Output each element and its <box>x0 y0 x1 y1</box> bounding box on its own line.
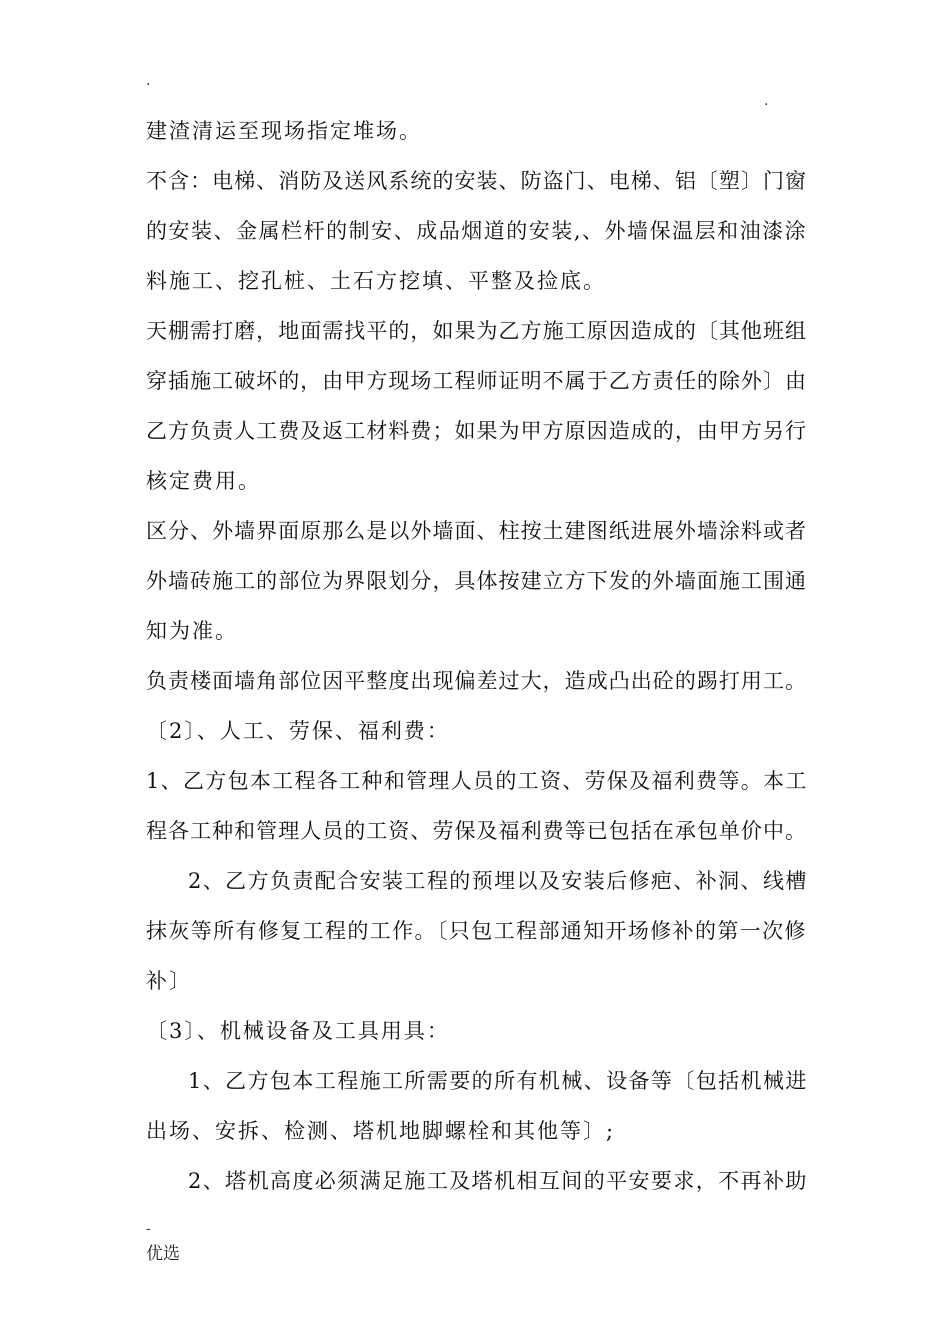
body-line: 负责楼面墙角部位因平整度出现偏差过大，造成凸出砼的踢打用工。 <box>146 669 808 693</box>
body-line: 的安装、金属栏杆的制安、成品烟道的安装,、外墙保温层和油漆涂 <box>146 219 808 243</box>
body-line: 天棚需打磨，地面需找平的，如果为乙方施工原因造成的〔其他班组 <box>146 319 808 343</box>
body-line: 乙方负责人工费及返工材料费；如果为甲方原因造成的，由甲方另行 <box>146 419 808 443</box>
body-line: 程各工种和管理人员的工资、劳保及福利费等已包括在承包单价中。 <box>146 819 808 843</box>
body-line: 建渣清运至现场指定堆场。 <box>146 119 422 143</box>
body-line: 补〕 <box>146 969 192 993</box>
body-line: 穿插施工破坏的，由甲方现场工程师证明不属于乙方责任的除外〕由 <box>146 369 808 393</box>
body-line: 2、乙方负责配合安装工程的预埋以及安装后修疤、补洞、线槽 <box>188 869 808 893</box>
body-line: 1、乙方包本工程施工所需要的所有机械、设备等〔包括机械进 <box>188 1069 808 1093</box>
header-mark-left: . <box>146 73 151 89</box>
body-line: 知为准。 <box>146 619 238 643</box>
body-line: 出场、安拆、检测、塔机地脚螺栓和其他等〕; <box>146 1119 616 1143</box>
body-line: 2、塔机高度必须满足施工及塔机相互间的平安要求，不再补助 <box>188 1169 808 1193</box>
body-line: 外墙砖施工的部位为界限划分，具体按建立方下发的外墙面施工围通 <box>146 569 808 593</box>
header-mark-right: . <box>764 93 769 109</box>
footer-dash: - <box>146 1221 151 1237</box>
body-line: 核定费用。 <box>146 469 261 493</box>
body-line: 1、乙方包本工程各工种和管理人员的工资、劳保及福利费等。本工 <box>146 769 808 793</box>
body-line: 不含：电梯、消防及送风系统的安装、防盗门、电梯、铝〔塑〕门窗 <box>146 169 808 193</box>
section-heading: 〔2〕、人工、劳保、福利费： <box>146 719 450 743</box>
body-line: 区分、外墙界面原那么是以外墙面、柱按土建图纸进展外墙涂料或者 <box>146 519 808 543</box>
body-line: 料施工、挖孔桩、土石方挖填、平整及捡底。 <box>146 269 606 293</box>
footer-label: 优选 <box>146 1244 180 1264</box>
body-line: 抹灰等所有修复工程的工作。〔只包工程部通知开场修补的第一次修 <box>146 919 807 943</box>
section-heading: 〔3〕、机械设备及工具用具： <box>146 1019 450 1043</box>
